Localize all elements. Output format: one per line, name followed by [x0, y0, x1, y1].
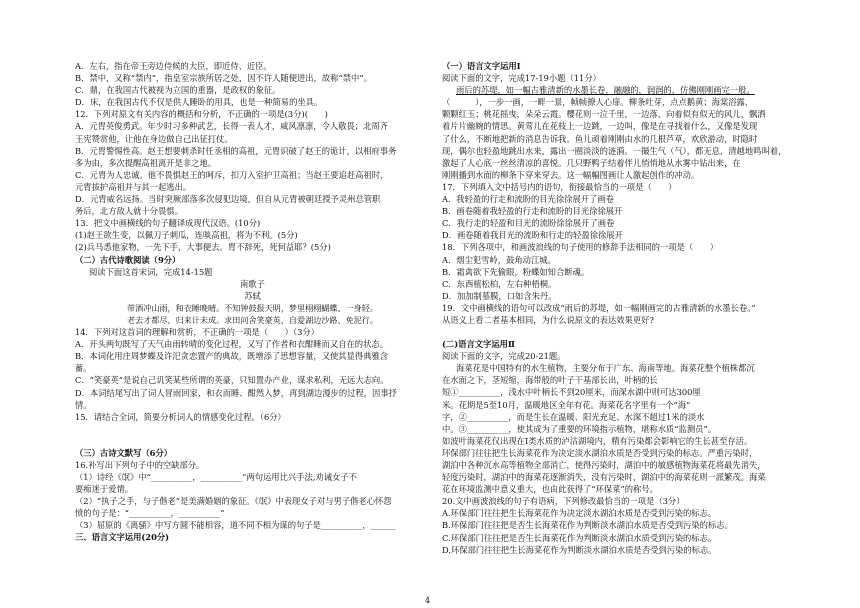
option-line: D．元胄威名远扬。当时突厥部落多次侵犯边境，但自从元胄被朝廷授予灵州总管职	[75, 194, 381, 205]
q19-stem: 19．文中画横线的语句可以改成“雨后的苏堤，如一幅刚画完的古雅清新的水墨长卷。”	[442, 302, 756, 313]
passage-line: 了什么，不断地把新的消息告诉我。鱼儿顽着刚刚由水的几根芦草，欢欣游动，时隐时	[442, 133, 758, 144]
poem-line: 老去才都尽，归来计未成。求田问舍笑豪英，自爱湖边沙路、免泥行。	[127, 314, 378, 325]
passage2	[442, 362, 804, 495]
q16-item: 要痴迷于爱情。	[75, 484, 134, 495]
instruction1: 阅读下面的文字，完成17-19小题（11分）	[442, 73, 601, 84]
option-line: B．画卷随着我轻盈的行走和流盼的目光徐徐展开	[442, 206, 623, 217]
poem-line: 带酒冲山雨，和衣睡晚晴。不知钟鼓报天明，梦里栩栩蝴蝶、一身轻。	[127, 302, 378, 313]
option-line: A．烟尘犯雪岭，鼓角动江城。	[442, 254, 556, 265]
option-line: A．我轻盈的行走和流盼的目光徐徐展开了画卷	[442, 194, 614, 205]
passage-line: 在水面之下，茎短缩，海带般的叶子干基部长出，叶柄的长	[442, 375, 658, 386]
option-line: B．本词化用庄周梦蝶及许汜贪恋置产的典故，既增添了思想容量，又使其显得典雅含	[75, 351, 389, 362]
option-line: 王宪赞赏他，让他在身边做自己出征打仗。	[75, 133, 233, 144]
section2-title: (二)语言文字运用Ⅱ	[442, 339, 515, 350]
passage-line: （ ），一步一画，一畔一景，帧帧撩人心扉。柳条吐芽，点点鹅黄；海棠浴露，	[442, 97, 754, 108]
q12-stem: 12．下列对原文有关内容的概括和分析，不正确的一项是(3分)( )	[75, 109, 328, 120]
q13-item: (1)赵王欲生变，以佩刀子刺瓜，连啖高祖，将为不利。(5分)	[75, 230, 298, 241]
option-line: D.环保部门往往把生长海菜花作为判断淡水湖泊水质是否受到污染的标志。	[442, 544, 717, 555]
q19-stem: 从语义上看二者基本相同，为什么说原文的表达效果更好?	[442, 314, 654, 325]
option-line: A．左右，指在帝王旁边侍候的大臣，即近侍、近臣。	[75, 61, 272, 71]
q15-stem: 15．请结合全词，简要分析词人的情感变化过程。（6分）	[75, 411, 286, 422]
passage-line: 轻度污染时，湖泊中的海菜花逐渐消失，没有污染时，湖泊中的海菜花则一派繁茂。海菜	[442, 472, 766, 483]
q16-item: （3）屈原的《离骚》中写方圆不能相容，道不同不相为谋的句子是__________，______	[75, 520, 396, 531]
option-line: C.环保部门往往把是否生长海菜花作为判断淡水湖泊水质受到污染的标志。	[442, 532, 717, 543]
passage-line: 海菜花是中国特有的水生植物，主要分布于广东、海南等地。海菜花整个植株都沉	[456, 363, 755, 374]
page-number: 4	[425, 596, 431, 605]
q17-stem: 17．下列填入文中括号内的语句，衔接最恰当的一项是（ ）	[442, 181, 677, 192]
option-line: A．开头两句既写了天气由雨转晴的变化过程，又写了作者和衣酣睡而又自在的状态。	[75, 339, 388, 350]
q16-stem: 16.补写出下列句子中的空缺部分。	[75, 459, 205, 470]
option-line: 元胄拔护高祖并与其一起逃出。	[75, 181, 192, 192]
q16-item: （2）“执子之手，与子偕老”是美满婚姻的象征。《氓》中表现女子对与男子偕老心怀怨	[75, 496, 392, 507]
q18-stem: 18．下列各项中，和画波浪线的句子使用的修辞手法相同的一项是（ ）	[442, 242, 719, 253]
passage-line: 短①__________，浅水中叶柄长不到20厘米，而深水湖中则可达300厘	[442, 387, 701, 398]
option-line: C．我行走的轻盈和目光的流盼徐徐展开了画卷	[442, 218, 615, 229]
passage-line: 刚刚播到水面的柳条下穿来穿去。这一幅幅图画让人激起创作的冲动。	[442, 169, 700, 180]
option-line: C．元胄为人忠诚。他不畏惧赵王的呵斥，扣刀入室护卫高祖；当赵王要追赶高祖时，	[75, 169, 389, 180]
q14-stem: 14．下列对这首词的理解和赏析，不正确的一项是（ ）（3分）	[75, 327, 320, 338]
option-line: C．鼎，在我国古代被视为立国的重器，是政权的象征。	[75, 85, 281, 96]
passage-line: 着片片幽婉的情思。黄莺儿在花枝上一边跳，一边叫，像是在寻找着什么，又像是发现	[442, 121, 758, 132]
passage-line: 雨后的苏堤，如一幅古雅清新的水墨长卷，融融的，润润的，仿佛刚刚画完一般。	[456, 85, 755, 96]
q20-stem: 20.文中画波浪线的句子有语病，下列修改最恰当的一项是（3分）	[442, 496, 685, 507]
option-line: 多为由，多次提醒高祖离开是非之地。	[75, 157, 217, 168]
option-line: D．加加制墓膜，口如含朱丹。	[442, 290, 557, 301]
poem-title: 南歌子	[240, 278, 265, 289]
passage-line: 如波叶海菜花仅出现在Ⅰ类水质的泸沽湖境内，精有污染都会影响它的生长甚至存活。	[442, 435, 753, 446]
option-line: B.环保部门往往把是否生长海菜花作为判断淡水湖泊水质是否受到污染的标志。	[442, 520, 733, 531]
q16-item: 愤的句子是：“__________，__________”	[75, 508, 225, 519]
instruction2: 阅读下面的文字，完成20-21题。	[442, 351, 566, 362]
section-poetry-title: （二）古代诗歌阅读（9分）	[75, 254, 181, 265]
q14-options	[75, 338, 430, 411]
right-column	[442, 60, 804, 556]
option-line: 务后，北方敌人就十分畏惧。	[75, 206, 183, 217]
passage-line: 湖泊中各种沉水高等植物全部消亡，使得污染时，湖泊中的敏感植物海菜花将最先消失，	[442, 460, 766, 470]
option-line: A.环保部门往往把生长海菜花作为决定淡水湖泊水质是否受到污染的标志。	[442, 508, 717, 519]
q13-item: (2)兵马悉他家物，一先下手，大事便去。胄不辞死，死何益耶？(5分)	[75, 242, 331, 253]
option-line: B．霜禽欲下先偷眼，粉蝶如知合断魂。	[442, 266, 590, 277]
left-column	[75, 60, 430, 544]
option-line: D．画卷随着我目光的流盼和行走的轻盈徐徐展开	[442, 230, 623, 241]
option-line: B．禁中，又称“禁内”，指皇室宗族所居之处，因不许人随便进出，故称“禁中”。	[75, 73, 372, 84]
option-line: C．“笑豪英”是说自己讥笑某些所谓的英豪，只知置办产业，谋求私利，无远大志向。	[75, 375, 389, 386]
option-line: D．床，在我国古代不仅是供人睡卧的用具，也是一种简易的坐具。	[75, 97, 323, 108]
q13-stem: 13．把文中画横线的句子翻译成现代汉语。(10分)	[75, 218, 261, 229]
passage-line: 环保部门往往把生长海菜花作为决定淡水湖泊水质是否受到污染的标志。严重污染时，	[442, 447, 758, 458]
passage-line: 颗颗红玉；桃花摇曳，朵朵云霞。樱花则一泣千里，一边落，向着似有似无的风儿，飘洒	[442, 109, 766, 120]
option-line: D．本词结尾写出了词人冒雨回家、和衣而睡、酣然入梦，再到湖边漫步的过程，因事抒	[75, 387, 397, 398]
option-line: C．东西植松柏，左右种梧桐。	[442, 278, 557, 289]
section1-title: （一）语言文字运用Ⅰ	[442, 61, 521, 71]
option-line: 蓄。	[75, 363, 92, 374]
passage1	[442, 84, 804, 181]
section3-title: 三、语言文字运用(20分)	[75, 532, 170, 543]
passage-line: 花在环境监测中意义重大，也由此获得了“环保菜”的称号。	[442, 484, 658, 495]
option-line: A．元胄英俊勇武。年少时习多种武艺，长得一表人才，威风凛凛，令人敬畏；北周齐	[75, 121, 388, 132]
passage-line: 激起了人心底一丝丝清凉的喜悦。几只野鸭子结着伴儿悄悄地从水雾中钻出来，在	[442, 157, 741, 168]
passage-line: 现，偶尔也轻盈地跳出水来，露出一圈淡淡的涟漪。一撮生气（气），都无息，清越地鸣叫着，	[442, 145, 787, 156]
q11-options	[75, 60, 430, 108]
passage-line: 字，②__________，而是生长在温暖、阳光充足、水深不超过1米的淡水	[442, 411, 705, 422]
option-line: B．元胄警惕性高。赵王想要刺杀时任丞相的高祖，元胄识破了赵王的诡计，以相府事务	[75, 145, 397, 156]
poem-author: 苏轼	[244, 290, 261, 301]
q12-options	[75, 120, 430, 217]
passage-line: 米。花期是5至10月，温暖地区全年有花。海菜花名字里有一个“海”	[442, 399, 691, 410]
passage-line: 中。③__________，使其成为了重要的环境指示植物，堪称水质“监测员”。	[442, 423, 716, 434]
section-recite-title: （三）古诗文默写（6分）	[75, 447, 173, 458]
poetry-instruction: 阅读下面这首宋词，完成14-15题	[89, 266, 213, 277]
option-line: 情。	[75, 399, 92, 410]
q16-item: （1）诗经《氓》中“__________，__________”两句运用比兴手法,劝诫女子不	[75, 472, 357, 482]
